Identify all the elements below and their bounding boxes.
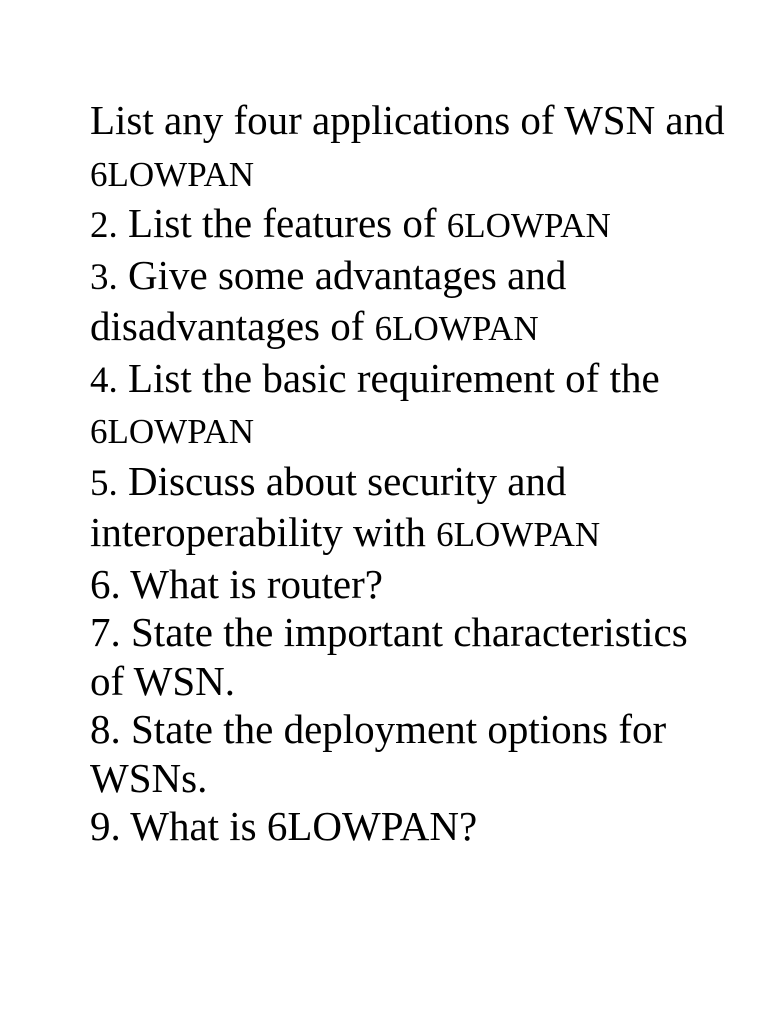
question-item-8 bbox=[90, 705, 730, 802]
question-number: 8. bbox=[90, 706, 121, 752]
question-number: 9. bbox=[90, 803, 121, 849]
question-acronym: 6LOWPAN bbox=[446, 206, 611, 245]
question-item-7 bbox=[90, 608, 730, 705]
question-number: 2. bbox=[90, 205, 118, 246]
question-acronym: 6LOWPAN bbox=[90, 154, 254, 194]
question-acronym: 6LOWPAN bbox=[436, 515, 601, 554]
question-number: 5. bbox=[90, 462, 118, 504]
question-text: What is 6LOWPAN? bbox=[120, 803, 478, 849]
question-list bbox=[90, 96, 730, 851]
question-text: List any four applications of WSN and bbox=[90, 97, 725, 143]
question-number: 3. bbox=[90, 256, 118, 298]
question-number: 7. bbox=[90, 609, 121, 655]
question-number: 4. bbox=[90, 359, 118, 401]
question-item-3 bbox=[90, 251, 730, 354]
question-text: What is router? bbox=[120, 560, 383, 607]
question-item-1 bbox=[90, 96, 730, 199]
question-item-4 bbox=[90, 354, 730, 457]
question-item-2 bbox=[90, 199, 730, 251]
question-text: State the deployment options for WSNs. bbox=[90, 706, 667, 801]
question-text: Discuss about security and interoperability with bbox=[90, 457, 567, 555]
question-item-5 bbox=[90, 457, 730, 560]
question-text: List the basic requirement of the bbox=[117, 354, 660, 401]
question-acronym: 6LOWPAN bbox=[90, 412, 254, 451]
question-text: State the important characteristics of WSN. bbox=[90, 609, 688, 704]
question-item-9 bbox=[90, 802, 730, 851]
question-text: Give some advantages and disadvantages of bbox=[90, 251, 567, 349]
question-number: 6. bbox=[90, 560, 121, 607]
question-acronym: 6LOWPAN bbox=[374, 309, 539, 348]
question-text: List the features of bbox=[117, 200, 447, 246]
question-item-6 bbox=[90, 560, 730, 609]
